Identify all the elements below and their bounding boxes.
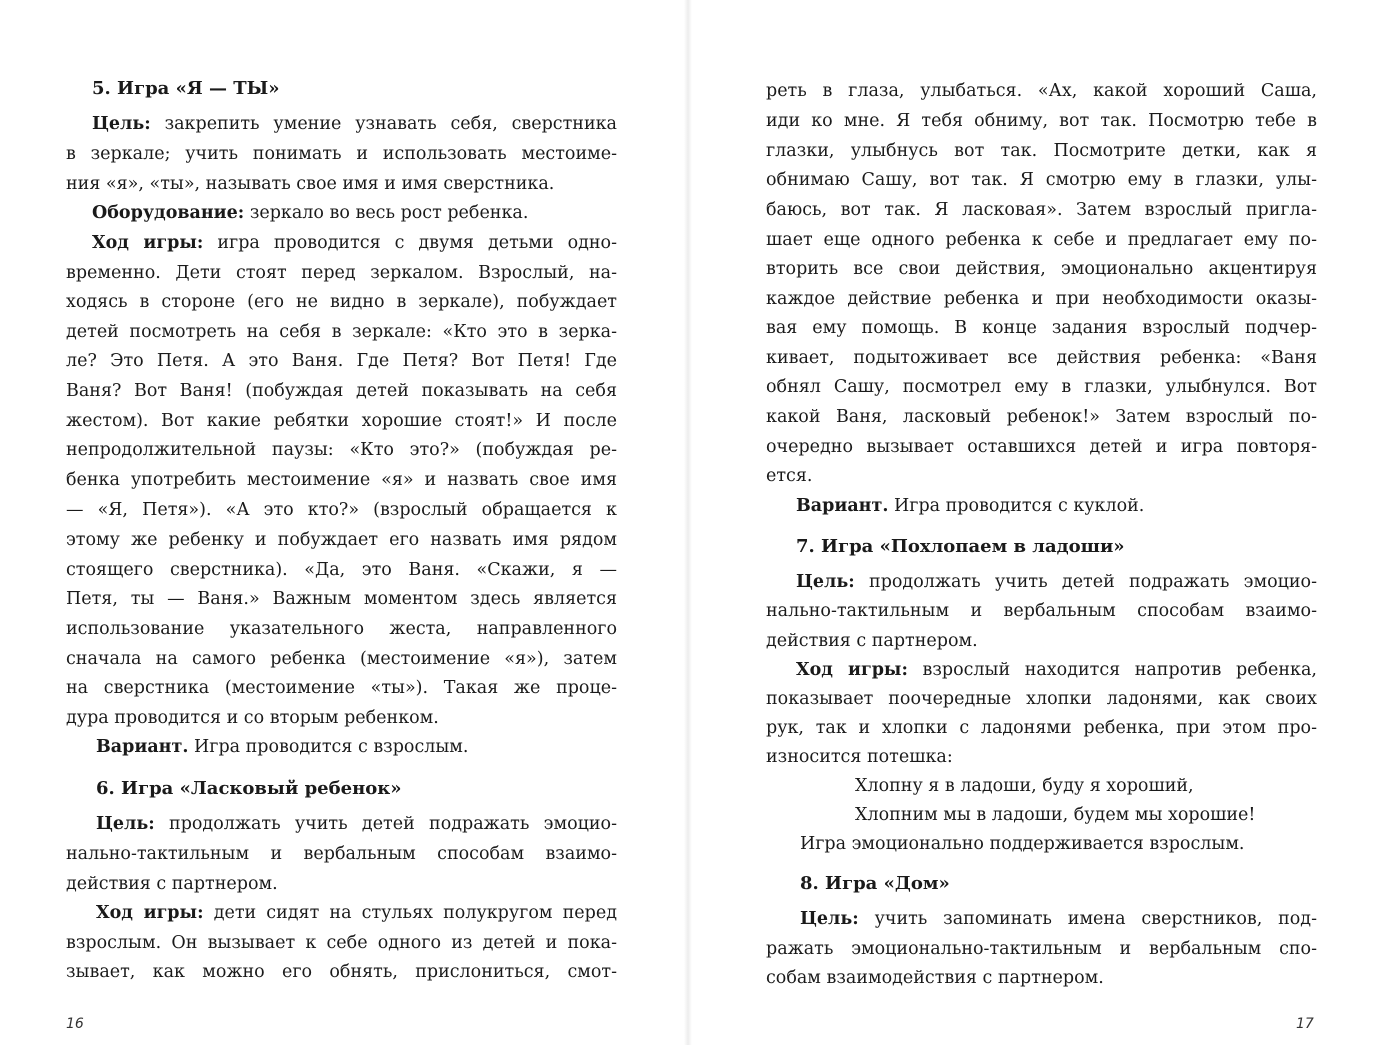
goal-label: Цель:	[96, 814, 155, 834]
text-line: каждое действие ребенка и при необходимости оказы-	[766, 289, 1317, 309]
text-line: этому же ребенку и побуждает его назвать имя рядом	[66, 530, 617, 550]
game5-goal-line: ния «я», «ты», называть свое имя и имя сверстника.	[66, 174, 555, 194]
text-line: вторить все свои действия, эмоционально акцентируя	[766, 259, 1317, 279]
game6-course: Ход игры: дети сидят на стульях полукругом перед	[96, 903, 617, 923]
text-line: шает еще одного ребенка к себе и предлагает ему по-	[766, 230, 1317, 250]
goal-label: Цель:	[800, 909, 859, 929]
text-line: бенка употребить местоимение «я» и назвать свое имя	[66, 470, 617, 490]
text-line: жестом). Вот какие ребятки хорошие стоят!» И после	[66, 411, 617, 431]
text-line: глазки, улыбнусь вот так. Посмотрите детки, как я	[766, 141, 1317, 161]
goal-label: Цель:	[92, 114, 151, 134]
game7-goal-line: действия с партнером.	[766, 631, 978, 651]
page-number: 16	[66, 1016, 84, 1032]
game5-equipment: Оборудование: зеркало во весь рост ребенка.	[92, 203, 529, 223]
game6-title: 6. Игра «Ласковый ребенок»	[96, 778, 402, 799]
text-line: вая ему помощь. В конце задания взрослый подчер-	[766, 318, 1317, 338]
text-line: — «Я, Петя»). «А это кто?» (взрослый обращается к	[66, 500, 617, 520]
game6-goal-line: действия с партнером.	[66, 874, 278, 894]
text-line: Петя, ты — Ваня.» Важным моментом здесь является	[66, 589, 617, 609]
verse-line: Хлопним мы в ладоши, будем мы хорошие!	[855, 805, 1256, 825]
text-line: Ваня? Вот Ваня! (побуждая детей показывать на себя	[66, 381, 617, 401]
text-line: ле? Это Петя. А это Ваня. Где Петя? Вот Петя! Где	[66, 351, 617, 371]
text-line: баюсь, вот так. Я ласковая». Затем взрослый пригла-	[766, 200, 1317, 220]
equipment-label: Оборудование:	[92, 203, 245, 223]
game5-goal: Цель: закрепить умение узнавать себя, сверстника	[92, 114, 617, 134]
game8-title: 8. Игра «Дом»	[800, 873, 950, 894]
goal-label: Цель:	[796, 572, 855, 592]
text-line: рук, так и хлопки с ладонями ребенка, при этом про-	[766, 718, 1317, 738]
game8-goal-line: ражать эмоционально-тактильным и вербальным спо-	[766, 939, 1317, 959]
text-line: ходясь в стороне (его не видно в зеркале), побуждает	[66, 292, 617, 312]
game8-goal-line: собам взаимодействия с партнером.	[766, 968, 1104, 988]
game7-course: Ход игры: взрослый находится напротив ребенка,	[796, 660, 1317, 680]
text-line: временно. Дети стоят перед зеркалом. Взрослый, на-	[66, 263, 617, 283]
game6-goal-line: нально-тактильным и вербальным способам взаимо-	[66, 844, 617, 864]
text-line: обнял Сашу, посмотрел ему в глазки, улыбнулся. Вот	[766, 377, 1317, 397]
text-line: дура проводится и со вторым ребенком.	[66, 708, 439, 728]
game5-goal-line: в зеркале; учить понимать и использовать местоиме-	[66, 144, 617, 164]
text-line: иди ко мне. Я тебя обниму, вот так. Посмотрю тебе в	[766, 111, 1317, 131]
text-line: кивает, подытоживает все действия ребенка: «Ваня	[766, 348, 1317, 368]
text-line: износится потешка:	[766, 747, 953, 767]
verse-line: Хлопну я в ладоши, буду я хороший,	[855, 776, 1194, 796]
game7-goal: Цель: продолжать учить детей подражать эмоцио-	[796, 572, 1317, 592]
text-line: показывает поочередные хлопки ладонями, как своих	[766, 689, 1317, 709]
variant-label: Вариант.	[796, 496, 889, 516]
text-line: очередно вызывает оставшихся детей и игра повторя-	[766, 437, 1317, 457]
course-label: Ход игры:	[796, 660, 908, 680]
game5-title: 5. Игра «Я — ТЫ»	[92, 78, 280, 99]
game8-goal: Цель: учить запоминать имена сверстников, под-	[800, 909, 1317, 929]
text-line: какой Ваня, ласковый ребенок!» Затем взрослый по-	[766, 407, 1317, 427]
game6-variant: Вариант. Игра проводится с куклой.	[796, 496, 1145, 516]
text-line: непродолжительной паузы: «Кто это?» (побуждая ре-	[66, 440, 617, 460]
text-line: взрослым. Он вызывает к себе одного из детей и пока-	[66, 933, 617, 953]
game7-title: 7. Игра «Похлопаем в ладоши»	[796, 536, 1125, 557]
text-line: реть в глаза, улыбаться. «Ах, какой хороший Саша,	[766, 81, 1317, 101]
text-line: сначала на самого ребенка (местоимение «я»), затем	[66, 649, 617, 669]
course-label: Ход игры:	[92, 233, 204, 253]
text-line: использование указательного жеста, направленного	[66, 619, 617, 639]
text-line: детей посмотреть на себя в зеркале: «Кто это в зерка-	[66, 322, 617, 342]
page-number: 17	[1296, 1016, 1314, 1032]
course-label: Ход игры:	[96, 903, 204, 923]
text-line: на сверстника (местоимение «ты»). Такая же проце-	[66, 678, 617, 698]
game6-goal: Цель: продолжать учить детей подражать эмоцио-	[96, 814, 617, 834]
text-line: ется.	[766, 466, 813, 486]
text-line: зывает, как можно его обнять, прислониться, смот-	[66, 962, 617, 982]
variant-label: Вариант.	[96, 737, 189, 757]
text-line: обнимаю Сашу, вот так. Я смотрю ему в глазки, улы-	[766, 170, 1317, 190]
text-line: Игра эмоционально поддерживается взрослым.	[800, 834, 1245, 854]
text-line: стоящего сверстника). «Да, это Ваня. «Скажи, я —	[66, 560, 617, 580]
game5-variant: Вариант. Игра проводится с взрослым.	[96, 737, 469, 757]
game5-course: Ход игры: игра проводится с двумя детьми одно-	[92, 233, 617, 253]
game7-goal-line: нально-тактильным и вербальным способам взаимо-	[766, 601, 1317, 621]
